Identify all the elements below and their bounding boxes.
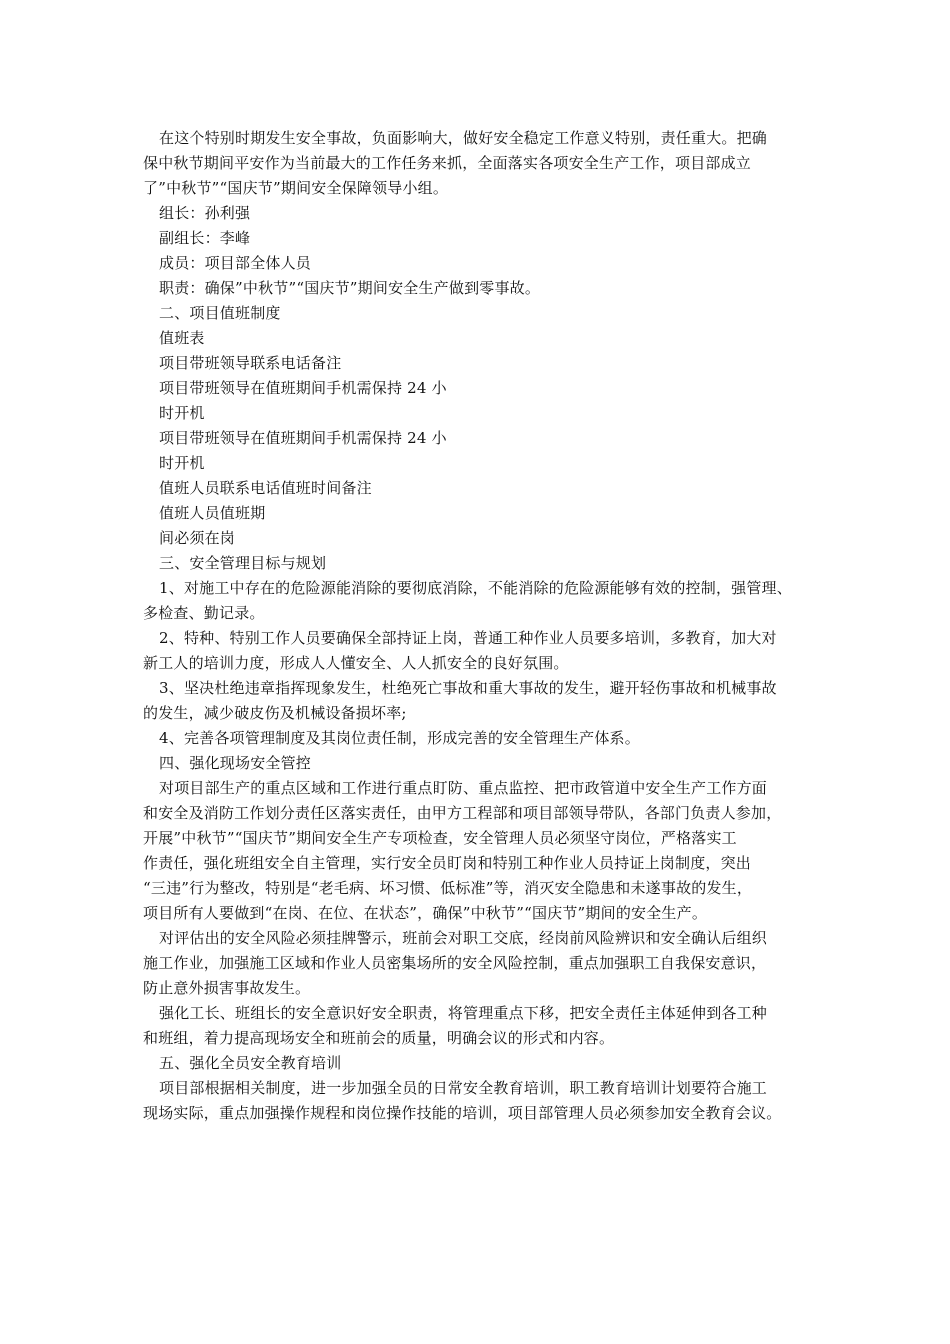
text-line: 多检查、勤记录。	[143, 604, 265, 622]
text-line: 和安全及消防工作划分责任区落实责任，由甲方工程部和项目部领导带队，各部门负责人参加，	[143, 804, 782, 822]
text-line: 项目所有人要做到“在岗、在位、在状态”，确保”中秋节”“国庆节”期间的安全生产。	[143, 904, 708, 922]
text-line: 组长：孙利强	[159, 204, 251, 222]
text-line: 时开机	[159, 454, 205, 472]
text-line: 四、强化现场安全管控	[159, 754, 312, 772]
text-line: 和班组，着力提高现场安全和班前会的质量，明确会议的形式和内容。	[143, 1029, 615, 1047]
text-line: 时开机	[159, 404, 205, 422]
text-line: 4、完善各项管理制度及其岗位责任制，形成完善的安全管理生产体系。	[159, 729, 640, 747]
text-line: 项目带班领导在值班期间手机需保持 24 小	[159, 379, 447, 397]
text-line: 保中秋节期间平安作为当前最大的工作任务来抓，全面落实各项安全生产工作，项目部成立	[143, 154, 752, 172]
document-body	[143, 126, 823, 1126]
text-line: 值班人员联系电话值班时间备注	[159, 479, 372, 497]
text-line: 对项目部生产的重点区域和工作进行重点盯防、重点监控、把市政管道中安全生产工作方面	[159, 779, 768, 797]
text-line: 项目带班领导在值班期间手机需保持 24 小	[159, 429, 447, 447]
text-line: 施工作业，加强施工区域和作业人员密集场所的安全风险控制，重点加强职工自我保安意识，	[143, 954, 767, 972]
text-line: 的发生，减少破皮伤及机械设备损坏率;	[143, 704, 407, 722]
text-line: 项目带班领导联系电话备注	[159, 354, 342, 372]
text-line: 职责：确保”中秋节”“国庆节”期间安全生产做到零事故。	[159, 279, 541, 297]
text-line: 在这个特别时期发生安全事故，负面影响大，做好安全稳定工作意义特别，责任重大。把确	[159, 129, 768, 147]
text-line: 2、特种、特别工作人员要确保全部持证上岗，普通工种作业人员要多培训，多教育，加大对	[159, 629, 777, 647]
text-line: 二、项目值班制度	[159, 304, 281, 322]
text-line: 值班表	[159, 329, 205, 347]
text-line: 对评估出的安全风险必须挂牌警示，班前会对职工交底，经岗前风险辨识和安全确认后组织	[159, 929, 768, 947]
text-line: 五、强化全员安全教育培训	[159, 1054, 342, 1072]
text-line: 副组长：李峰	[159, 229, 251, 247]
text-line: 值班人员值班期	[159, 504, 266, 522]
text-line: 成员：项目部全体人员	[159, 254, 312, 272]
text-line: 三、安全管理目标与规划	[159, 554, 327, 572]
text-line: 现场实际，重点加强操作规程和岗位操作技能的培训，项目部管理人员必须参加安全教育会议。	[143, 1104, 782, 1122]
text-line: 强化工长、班组长的安全意识好安全职责，将管理重点下移，把安全责任主体延伸到各工种	[159, 1004, 768, 1022]
text-line: 了”中秋节”“国庆节”期间安全保障领导小组。	[143, 179, 449, 197]
text-line: 1、对施工中存在的危险源能消除的要彻底消除，不能消除的危险源能够有效的控制，强管理、	[159, 579, 792, 597]
text-line: 新工人的培训力度，形成人人懂安全、人人抓安全的良好氛围。	[143, 654, 569, 672]
text-line: 间必须在岗	[159, 529, 236, 547]
text-line: 开展”中秋节”“国庆节”期间安全生产专项检查，安全管理人员必须坚守岗位，严格落实工	[143, 829, 737, 847]
text-line: “三违”行为整改，特别是“老毛病、坏习惯、低标准”等，消灭安全隐患和未遂事故的发生，	[143, 879, 753, 897]
text-line: 项目部根据相关制度，进一步加强全员的日常安全教育培训，职工教育培训计划要符合施工	[159, 1079, 768, 1097]
text-line: 3、坚决杜绝违章指挥现象发生，杜绝死亡事故和重大事故的发生，避开轻伤事故和机械事故	[159, 679, 777, 697]
text-line: 作责任，强化班组安全自主管理，实行安全员盯岗和特别工种作业人员持证上岗制度，突出	[143, 854, 752, 872]
text-line: 防止意外损害事故发生。	[143, 979, 311, 997]
